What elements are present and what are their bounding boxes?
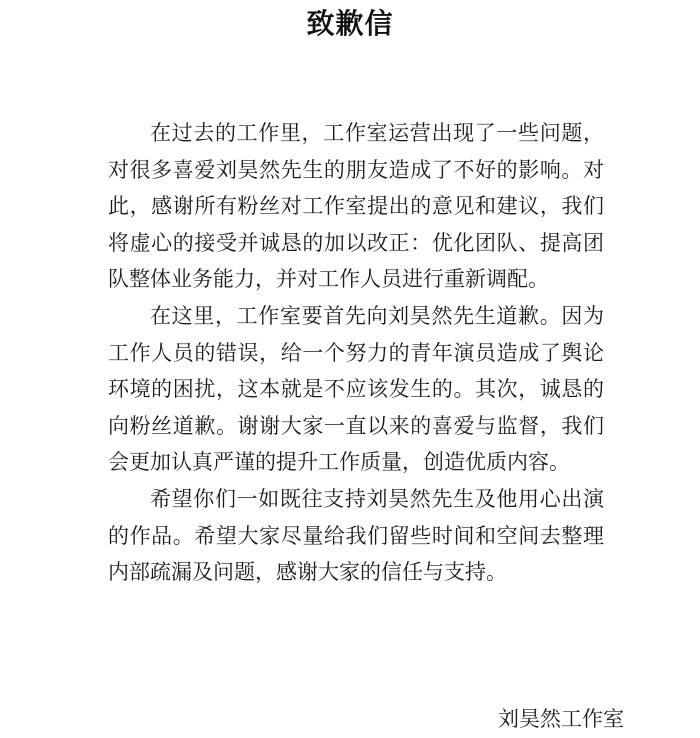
- letter-body: [108, 115, 604, 591]
- letter-title: 致歉信: [306, 7, 394, 40]
- paragraph-1: 在过去的工作里，工作室运营出现了一些问题，对很多喜爱刘昊然先生的朋友造成了不好的影响。对此，感谢所有粉丝对工作室提出的意见和建议，我们将虚心的接受并诚恳的加以改正：优化团队、提高团队整体业务能力，并对工作人员进行重新调配。: [108, 121, 604, 292]
- signature: 刘昊然工作室: [498, 707, 624, 731]
- paragraph-3: 希望你们一如既往支持刘昊然先生及他用心出演的作品。希望大家尽量给我们留些时间和空间去整理内部疏漏及问题，感谢大家的信任与支持。: [108, 486, 604, 585]
- paragraph-2: 在这里，工作室要首先向刘昊然先生道歉。因为工作人员的错误，给一个努力的青年演员造成了舆论环境的困扰，这本就是不应该发生的。其次，诚恳的向粉丝道歉。谢谢大家一直以来的喜爱与监督，我们会更加认真严谨的提升工作质量，创造优质内容。: [108, 303, 604, 475]
